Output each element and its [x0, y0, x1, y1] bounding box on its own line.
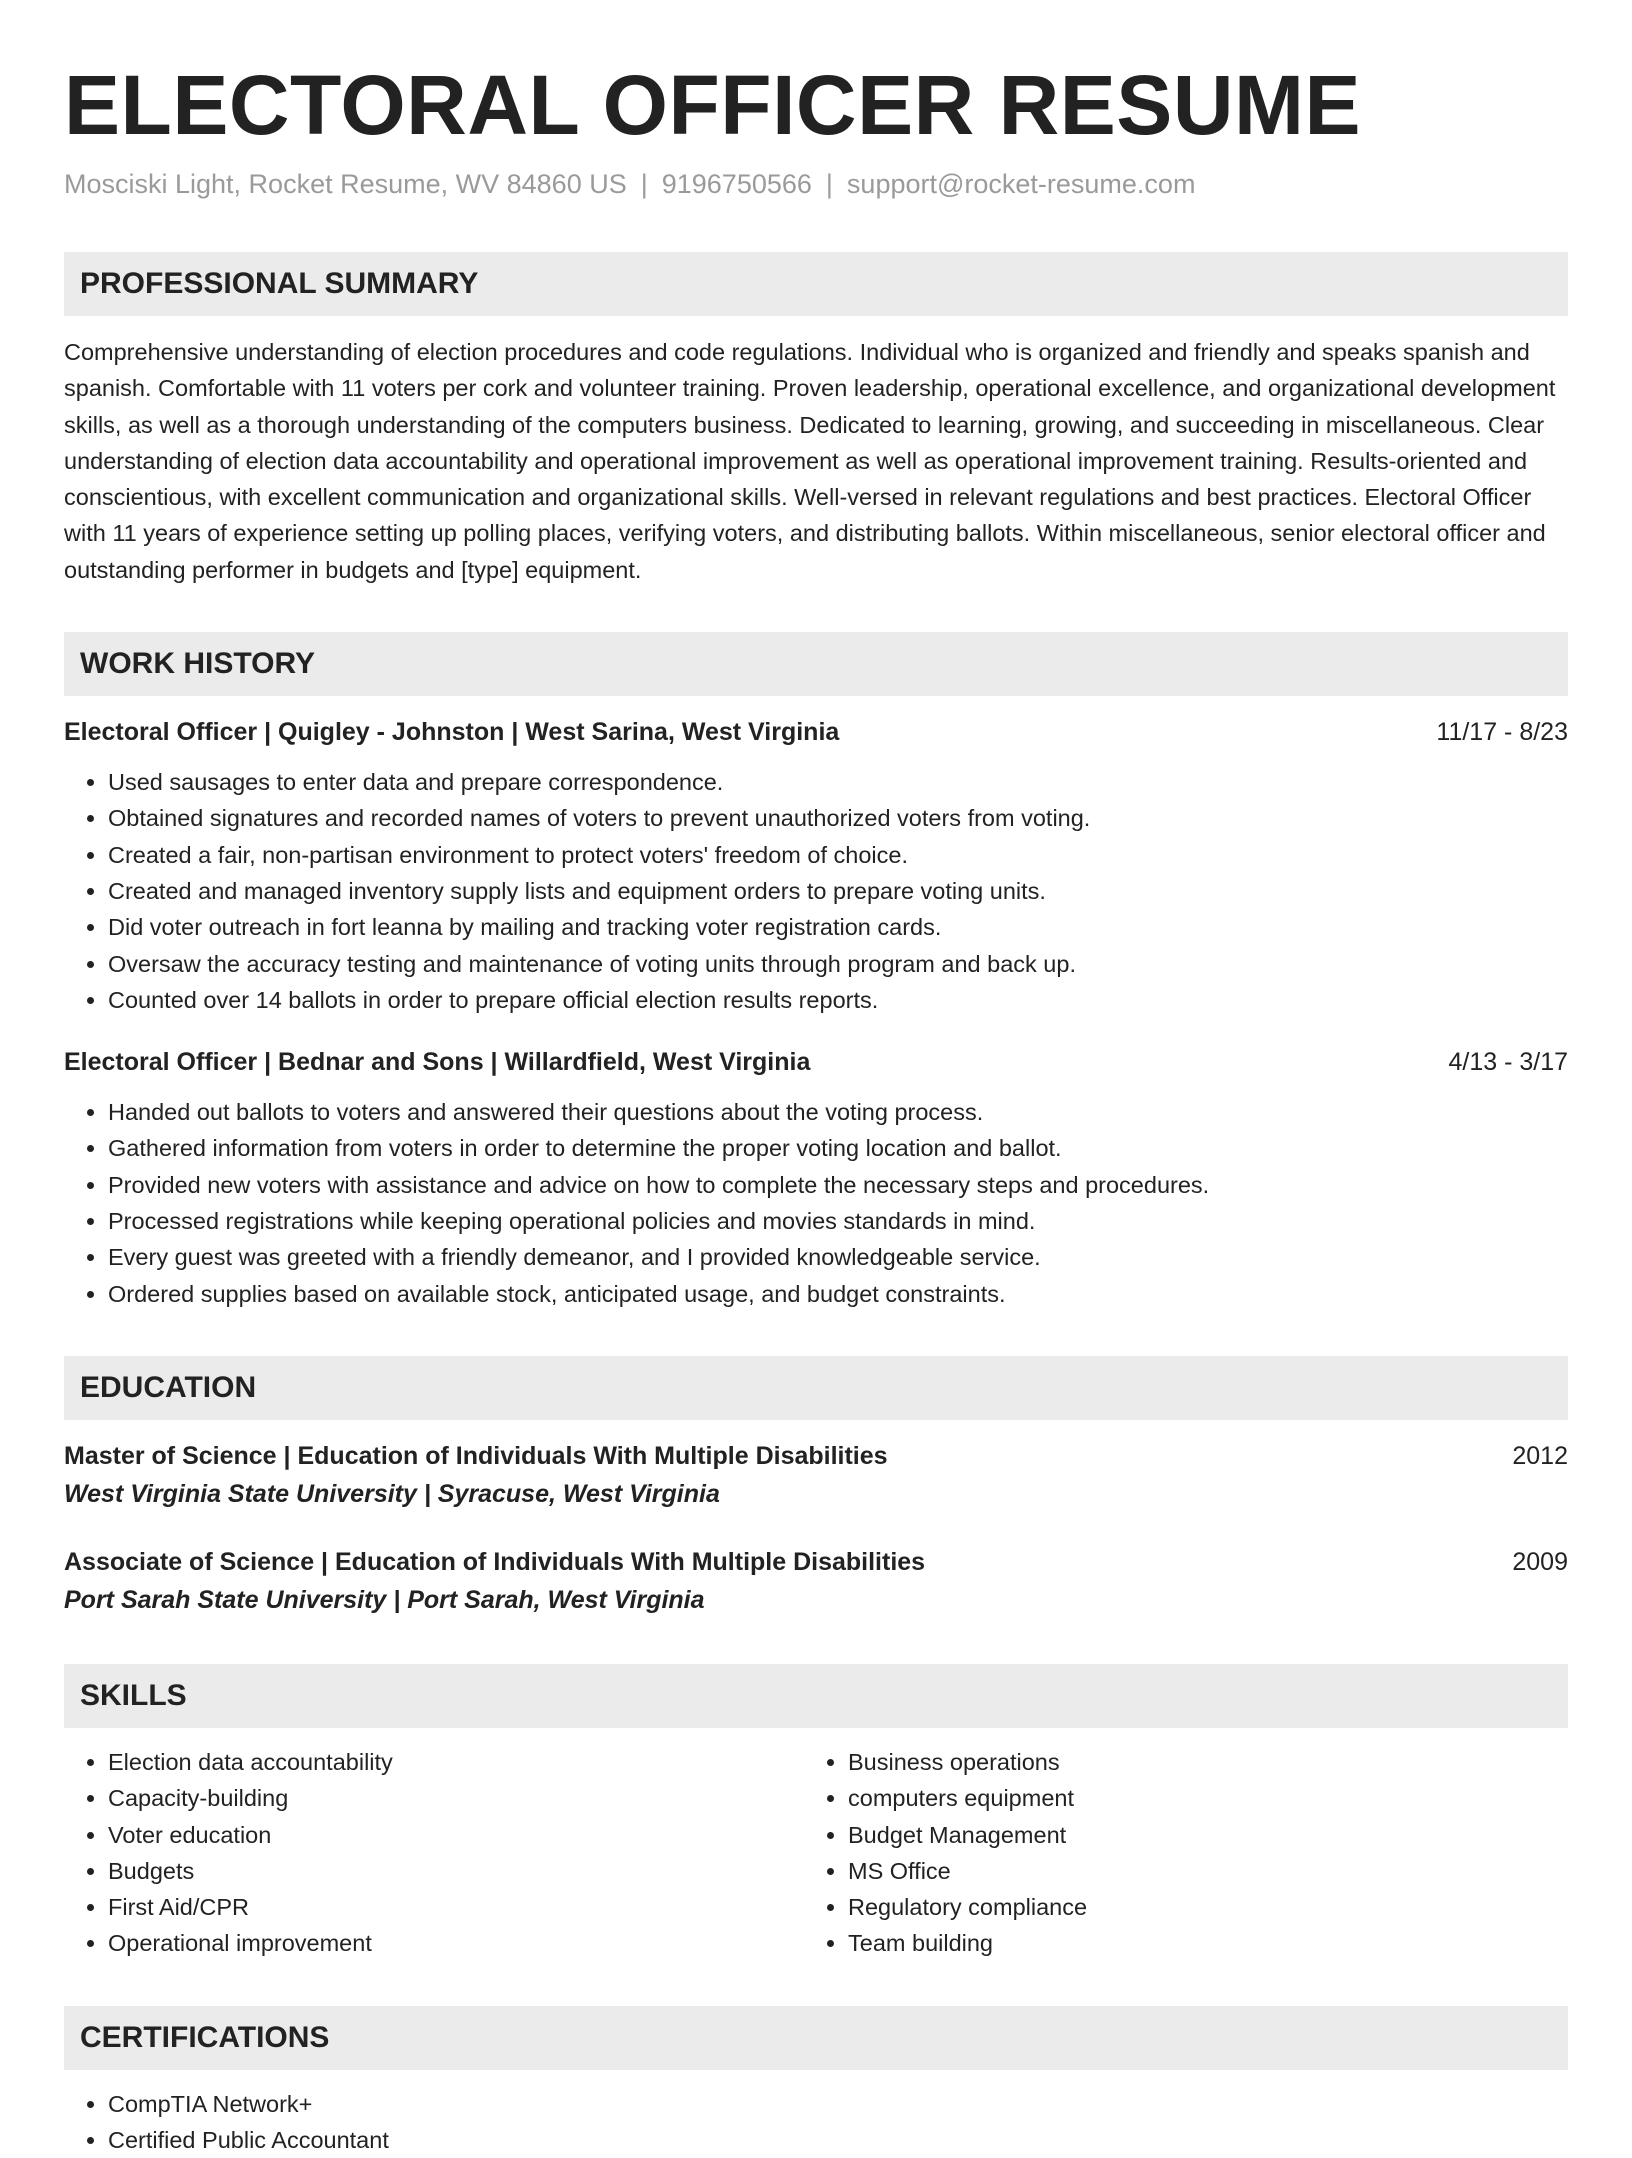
job-duty: • Handed out ballots to voters and answered their questions about the voting process.: [108, 1094, 1568, 1130]
education-entry: [64, 1544, 1568, 1620]
skills-list: [64, 1744, 1568, 1962]
skills-column-right: [804, 1744, 1544, 1962]
certification-item: • Certified Public Accountant: [108, 2122, 1568, 2158]
skill-item: • Operational improvement: [108, 1925, 804, 1961]
skill-item: • Budgets: [108, 1853, 804, 1889]
job-duties: [64, 764, 1568, 1018]
section-header-certifications: CERTIFICATIONS: [64, 2006, 1568, 2070]
job-duty: • Created a fair, non-partisan environment to protect voters' freedom of choice.: [108, 837, 1568, 873]
education-header: [64, 1438, 1568, 1474]
skill-item: • MS Office: [848, 1853, 1544, 1889]
certification-item: • CompTIA Network+: [108, 2086, 1568, 2122]
job-duty: • Obtained signatures and recorded names of voters to prevent unauthorized voters from voting.: [108, 800, 1568, 836]
skill-item: • Voter education: [108, 1817, 804, 1853]
job-duty: • Used sausages to enter data and prepare correspondence.: [108, 764, 1568, 800]
job-duty: • Provided new voters with assistance and advice on how to complete the necessary steps and procedures.: [108, 1167, 1568, 1203]
education-header: [64, 1544, 1568, 1580]
skill-item: • Budget Management: [848, 1817, 1544, 1853]
job-duty: • Counted over 14 ballots in order to prepare official election results reports.: [108, 982, 1568, 1018]
summary-text: Comprehensive understanding of election procedures and code regulations. Individual who is organized and friendly and speaks spanish and spanish. Comfortable with 11 voters per cork and volunteer training. Proven leadership, operational excellence, and organizational development skills, as well as a thorough understanding of the computers business. Dedicated to learning, growing, and succeeding in miscellaneous. Clear understanding of election data accountability and operational improvement as well as operational improvement training. Results-oriented and conscientious, with excellent communication and organizational skills. Well-versed in relevant regulations and best practices. Electoral Officer with 11 years of experience setting up polling places, verifying voters, and distributing ballots. Within miscellaneous, senior electoral officer and outstanding performer in budgets and [type] equipment.: [64, 339, 1556, 583]
contact-separator: |: [640, 169, 648, 199]
contact-phone: 9196750566: [661, 169, 812, 199]
section-header-education: EDUCATION: [64, 1356, 1568, 1420]
contact-separator: |: [825, 169, 833, 199]
resume-title: ELECTORAL OFFICER RESUME: [64, 58, 1361, 152]
section-header-work-history: WORK HISTORY: [64, 632, 1568, 696]
section-header-skills: SKILLS: [64, 1664, 1568, 1728]
education-entry: [64, 1438, 1568, 1514]
job-entry: [64, 714, 1568, 1018]
education-year: 2012: [1512, 1441, 1568, 1470]
job-duty: • Gathered information from voters in order to determine the proper voting location and ballot.: [108, 1130, 1568, 1166]
education-degree: Master of Science | Education of Individuals With Multiple Disabilities: [64, 1441, 888, 1470]
skill-item: • Election data accountability: [108, 1744, 804, 1780]
skills-column-left: [64, 1744, 804, 1962]
job-title: Electoral Officer | Bednar and Sons | Willardfield, West Virginia: [64, 1048, 811, 1077]
job-duty: • Created and managed inventory supply lists and equipment orders to prepare voting units.: [108, 873, 1568, 909]
job-header: [64, 714, 1568, 750]
job-duties: [64, 1094, 1568, 1312]
education-year: 2009: [1512, 1547, 1568, 1576]
job-duty: • Processed registrations while keeping operational policies and movies standards in mind.: [108, 1203, 1568, 1239]
section-header-summary: PROFESSIONAL SUMMARY: [64, 252, 1568, 316]
job-duty: • Every guest was greeted with a friendly demeanor, and I provided knowledgeable service.: [108, 1239, 1568, 1275]
job-duty: • Ordered supplies based on available stock, anticipated usage, and budget constraints.: [108, 1276, 1568, 1312]
skill-item: • Business operations: [848, 1744, 1544, 1780]
job-title: Electoral Officer | Quigley - Johnston | West Sarina, West Virginia: [64, 718, 840, 747]
job-entry: [64, 1044, 1568, 1312]
contact-line: [64, 166, 1568, 202]
job-header: [64, 1044, 1568, 1080]
job-dates: 4/13 - 3/17: [1448, 1048, 1568, 1077]
skill-item: • First Aid/CPR: [108, 1889, 804, 1925]
contact-email: support@rocket-resume.com: [846, 169, 1196, 199]
job-duty: • Did voter outreach in fort leanna by mailing and tracking voter registration cards.: [108, 909, 1568, 945]
job-duty: • Oversaw the accuracy testing and maintenance of voting units through program and back up.: [108, 946, 1568, 982]
certifications-list: [64, 2086, 1568, 2158]
skill-item: • Regulatory compliance: [848, 1889, 1544, 1925]
job-dates: 11/17 - 8/23: [1436, 718, 1568, 747]
skill-item: • Team building: [848, 1925, 1544, 1961]
skill-item: • Capacity-building: [108, 1780, 804, 1816]
contact-address: Mosciski Light, Rocket Resume, WV 84860 US: [64, 169, 627, 199]
skill-item: • computers equipment: [848, 1780, 1544, 1816]
education-school: West Virginia State University | Syracuse, West Virginia: [64, 1479, 720, 1508]
education-degree: Associate of Science | Education of Individuals With Multiple Disabilities: [64, 1547, 926, 1576]
education-school: Port Sarah State University | Port Sarah, West Virginia: [64, 1585, 705, 1614]
